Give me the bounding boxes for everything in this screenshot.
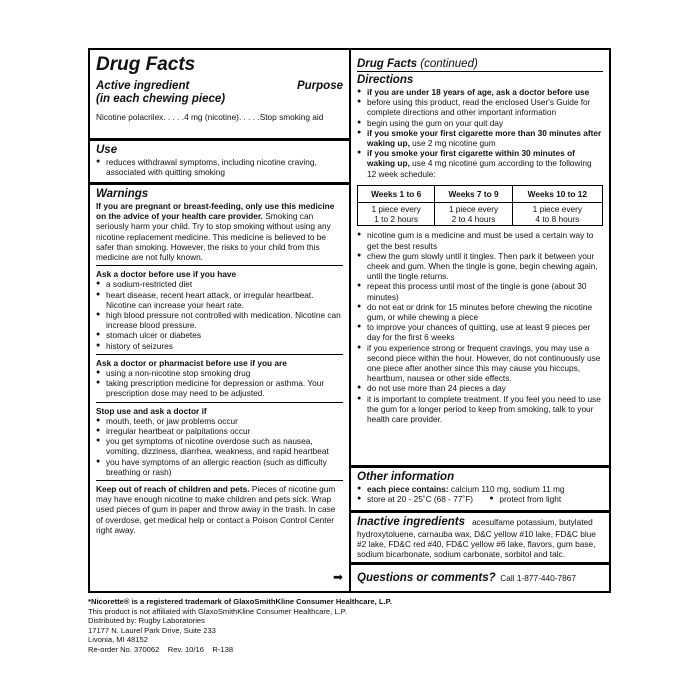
direction-bold: if you smoke your first cigarette more than 30 minutes after waking up, <box>367 127 602 149</box>
questions-heading: Questions or comments? <box>357 572 496 584</box>
list-item: ● irregular heartbeat or palpitations occur <box>96 426 343 436</box>
stop-use-heading: Stop use and ask a doctor if <box>96 405 207 416</box>
table-cell: 1 piece every 4 to 8 hours <box>512 203 602 226</box>
questions-phone: Call 1-877-440-7867 <box>500 573 576 583</box>
list-item: ● it is important to complete treatment. If you feel you need to use the gum for a longer period to keep from smoking, talk to your health care provider. <box>357 394 603 425</box>
trademark-note: *Nicorette® is a registered trademark of GlaxoSmithKline Consumer Healthcare, L.P. <box>88 597 392 606</box>
table-cell: 1 piece every 1 to 2 hours <box>358 203 435 226</box>
list-item <box>357 128 603 148</box>
direction-bold: if you are under 18 years of age, ask a doctor before use <box>367 87 590 97</box>
warnings-heading: Warnings <box>96 188 149 200</box>
pregnancy-warning-text: Smoking can seriously harm your child. Try to stop smoking without using any nicotine replacement medicine. This medicine is believed to be safer than smoking. However, the risks to your child from this medicine are not fully known. <box>96 211 331 263</box>
keep-out-of-reach-bold: Keep out of reach of children and pets. <box>96 484 250 495</box>
direction-text: begin using the gum on your quit day <box>367 117 504 128</box>
list-item: ● using a non-nicotine stop smoking drug <box>96 368 343 378</box>
list-item: ● high blood pressure not controlled with medication. Nicotine can increase blood pressure. <box>96 310 343 330</box>
footer-line: 17177 N. Laurel Park Drive, Suite 233 <box>88 625 216 635</box>
list-item <box>357 148 603 179</box>
list-item: ● taking prescription medicine for depression or asthma. Your prescription dose may need to be adjusted. <box>96 378 343 398</box>
table-header: Weeks 10 to 12 <box>512 185 602 202</box>
active-ingredient-line: Nicotine polacrilex. . . . .4 mg (nicotine). . . . .Stop smoking aid <box>96 112 324 122</box>
drug-facts-title: Drug Facts <box>96 54 196 75</box>
table-header: Weeks 1 to 6 <box>358 185 435 202</box>
title-section <box>90 50 349 141</box>
questions-section <box>351 565 609 591</box>
list-item: ● heart disease, recent heart attack, or irregular heartbeat. Nicotine can increase your heart rate. <box>96 290 343 310</box>
active-ingredient-subheading: (in each chewing piece) <box>96 93 226 105</box>
footer-line: Re-order No. 370062 Rev. 10/16 R-138 <box>88 644 234 654</box>
list-item: ● do not eat or drink for 15 minutes before chewing the nicotine gum, or while chewing a piece <box>357 302 603 322</box>
ask-pharmacist-heading: Ask a doctor or pharmacist before use if you are <box>96 357 287 368</box>
footer <box>88 597 608 655</box>
footer-line: Livonia, MI 48152 <box>88 635 148 645</box>
direction-text: use 2 mg nicotine gum <box>409 138 496 149</box>
list-item: ● you have symptoms of an allergic reaction (such as difficulty breathing or rash) <box>96 457 343 477</box>
list-item <box>357 97 603 117</box>
list-item: ● repeat this process until most of the tingle is gone (about 30 minutes) <box>357 281 603 301</box>
other-information-section <box>351 468 609 513</box>
table-header: Weeks 7 to 9 <box>435 185 512 202</box>
direction-text: use 4 mg nicotine gum according to the following 12 week schedule: <box>367 158 592 179</box>
inactive-ingredients-heading: Inactive ingredients <box>357 516 466 528</box>
continued-label: (continued) <box>417 58 478 70</box>
list-item: ● a sodium-restricted diet <box>96 279 343 289</box>
ask-doctor-heading: Ask a doctor before use if you have <box>96 269 237 280</box>
direction-text: before using this product, read the enclosed User's Guide for complete directions and other important information <box>367 97 591 118</box>
list-item <box>357 118 603 128</box>
other-information-heading: Other information <box>357 471 455 483</box>
use-section <box>90 141 349 185</box>
list-item: ● reduces withdrawal symptoms, including nicotine craving, associated with quitting smoking <box>96 157 343 177</box>
keep-out-of-reach-text: Pieces of nicotine gum may have enough nicotine to make children and pets sick. Wrap used pieces of gum in paper and throw away in the trash. In case of overdose, get medical help or contact a Poison Control Center right away. <box>96 484 336 535</box>
table-cell: 1 piece every 2 to 4 hours <box>435 203 512 226</box>
active-ingredient-heading: Active ingredient <box>96 80 190 92</box>
list-item: ● each piece contains: calcium 110 mg, sodium 11 mg <box>357 484 603 494</box>
list-item: ● store at 20 - 25˚C (68 - 77˚F) <box>357 494 473 504</box>
purpose-heading: Purpose <box>296 80 343 92</box>
left-column <box>90 50 351 591</box>
inactive-ingredients-text: acesulfame potassium, butylated hydroxytoluene, carnauba wax, D&C yellow #10 lake, FD&C blue #2 lake, FD&C red #40, FD&C yellow #6 lake, flavors, gum base, sodium bicarbonate, sodium carbonate, sorbitol and talc. <box>357 517 596 560</box>
dosage-schedule-table <box>357 185 603 227</box>
drug-facts-panel <box>88 48 611 593</box>
list-item: ● if you experience strong or frequent cravings, you may use a second piece within the hour. However, do not continuously use one piece after another since this may cause you hiccups, heartburn, nausea or other side effects. <box>357 343 603 384</box>
list-item: ● nicotine gum is a medicine and must be used a certain way to get the best results <box>357 230 603 250</box>
inactive-ingredients-section <box>351 513 609 565</box>
warnings-section <box>90 185 349 591</box>
list-item: ● you get symptoms of nicotine overdose such as nausea, vomiting, dizziness, diarrhea, weakness, and rapid heartbeat <box>96 436 343 456</box>
use-heading: Use <box>96 144 118 156</box>
list-item: ● chew the gum slowly until it tingles. Then park it between your cheek and gum. When the tingle is gone, begin chewing again, until the tingle returns. <box>357 251 603 282</box>
list-item: ● protect from light <box>489 494 561 504</box>
list-item: ● do not use more than 24 pieces a day <box>357 383 603 393</box>
list-item: ● to improve your chances of quitting, use at least 9 pieces per day for the first 6 weeks <box>357 322 603 342</box>
footer-line: This product is not affiliated with GlaxoSmithKline Consumer Healthcare, L.P. <box>88 606 347 616</box>
list-item: ● mouth, teeth, or jaw problems occur <box>96 416 343 426</box>
list-item: ● history of seizures <box>96 341 343 351</box>
continued-arrow-icon: ➡ <box>332 570 343 584</box>
directions-heading: Directions <box>357 74 414 86</box>
list-item: ● stomach ulcer or diabetes <box>96 330 343 340</box>
direction-bold: if you smoke your first cigarette within 30 minutes of waking up, <box>367 148 575 169</box>
pregnancy-warning-bold: If you are pregnant or breast-feeding, only use this medicine on the advice of your health care provider. <box>96 201 335 222</box>
list-item <box>357 87 603 97</box>
drug-facts-continued-title: Drug Facts <box>357 58 418 70</box>
footer-line: Distributed by: Rugby Laboratories <box>88 616 205 626</box>
directions-section <box>351 50 609 468</box>
right-column <box>351 50 609 591</box>
